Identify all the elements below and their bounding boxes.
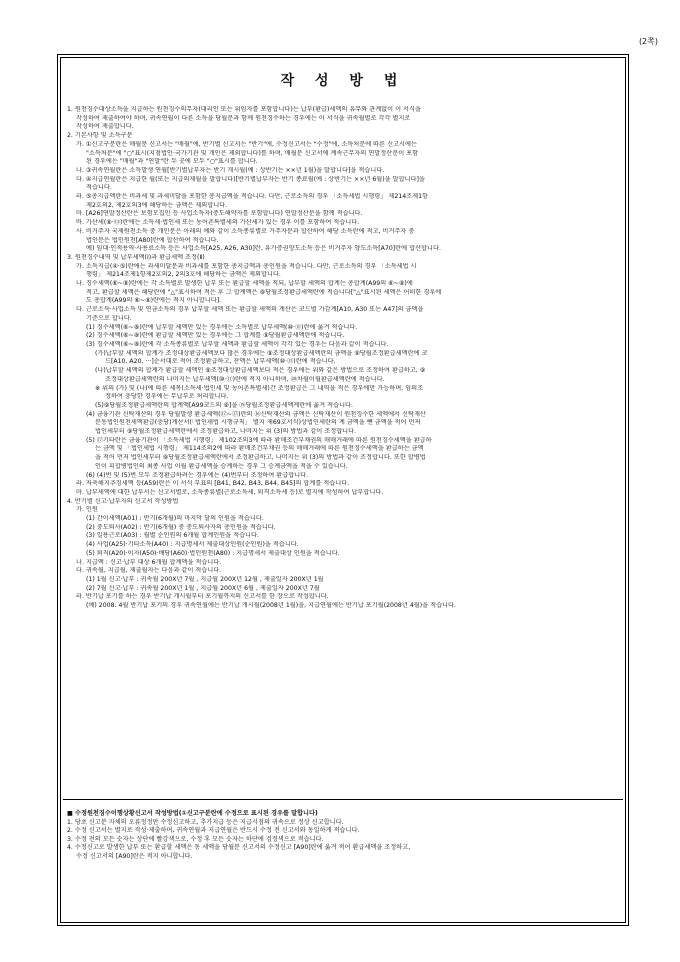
instruction-line: 다. 귀속월, 지급월, 제출월자는 다음과 같이 적습니다. [76, 567, 222, 575]
amendment-item: 4. 수정신고로 발생한 납부 또는 환급할 세액은 동 세액을 당월분 신고서의 수정신고 [A90]란에 옮겨 적어 환급세액을 조정하고, [67, 844, 411, 852]
amendment-item: 수정 신고서의 [A90]란은 적지 아니합니다. [76, 852, 193, 860]
instruction-line: 법인세부터 ⑨당월조정환급세액란에서 조정환급하고, 나머지는 위 (3)의 방법과 같이 조정합니다. [95, 428, 357, 436]
amendment-section [67, 810, 619, 862]
instruction-line: 작성하여 제출합니다. [76, 123, 134, 131]
instruction-line: (나)납부할 세액의 합계가 환급할 세액인 ⑨조정대상환급세액보다 적은 경우에는 위와 같은 방법으로 조정하여 환급하고, ⑨ [95, 367, 426, 375]
instruction-line: 나. 지급액 : 신고·납부 대상 6개월 합계액을 적습니다. [76, 558, 222, 566]
page-title: 작 성 방 법 [280, 73, 406, 89]
form-inner-border [60, 57, 626, 923]
instruction-line: 사. 비거주자 국제원천소득 중 개인분은 아래의 예와 같이 소득종류별로 거주자분과 합산하여 해당 소득란에 적고, 비거주자 중 [76, 227, 415, 235]
instruction-line: (2) 중도퇴사(A02) : 반기(6개월) 중 중도퇴사자의 총인원을 적습니다. [86, 523, 276, 531]
instruction-line: 가. ①신고구분란은 매월분 신고서는 "매월"에, 반기별 신고서는 "반기"에, 수정신고서는 "수정"에, 소득처분에 따른 신고시에는 [76, 140, 417, 148]
instruction-line: 조정대상환급세액란의 나머지는 납부세액(⑩·⑪)란에 적지 아니하며, ⑳차월이월환급세액란에 적습니다. [105, 375, 385, 383]
instruction-line: ※ 위의 (가) 및 (나)에 따른 세목(소득세·법인세 및 농어촌특별세)간 조정환급은 그 내역을 적은 경우에만 가능하며, 임의조 [95, 384, 424, 392]
instruction-line: 작성하여 제출하여야 하며, 귀속연월이 다른 소득을 당월분과 함께 원천징수하는 경우에는 이 서식을 귀속월별로 각각 별지로 [76, 114, 411, 122]
instruction-line: 적습니다. [86, 184, 112, 192]
instruction-line: 예) 임대·인적용역·사용료소득 등은 사업소득[A25, A26, A30]란, 유가증권양도소득 등은 비거주자 양도소득[A70]란에 합산합니다. [86, 245, 441, 253]
instruction-line: 제2호의2, 제2호의3에 해당하는 금액은 제외합니다. [86, 201, 228, 209]
instruction-line: 정하여 충당한 경우에는 무납부로 처리합니다. [105, 393, 229, 401]
instruction-line: 도 총합계(A99의 ⑥~⑧)란에는 적지 아니합니다]. [86, 297, 222, 305]
instruction-line: 라. ⑤총지급액란은 비과세 및 과세미달을 포함한 총지급액을 적습니다. 다만, 근로소득의 경우 「소득세법 시행령」 제214조제1항 [76, 193, 429, 201]
instruction-line: 법인분은 법인원천[A80]란에 합산하여 적습니다. [86, 236, 219, 244]
instructions-body [67, 106, 619, 611]
instruction-line: 라. 저축해지추징세액 등(A59)란은 이 서식 부표의 [B41, B42, B43, B44, B45]의 합계를 적습니다. [76, 480, 350, 488]
instruction-line: (1) 간이세액(A01) : 반기(6개월)의 마지막 달의 인원을 적습니다. [86, 515, 264, 523]
page-number: (2쪽) [638, 37, 658, 46]
instruction-line: 행령」 제214조제1항제2호의2, 2의3호에 해당하는 금액은 제외합니다. [86, 271, 281, 279]
instruction-line: (2) 징수세액(⑥~⑧)란에 환급할 세액만 있는 경우에는 그 합계를 ⑨당월환급세액란에 적습니다. [86, 332, 345, 340]
amendment-heading: ■ 수정원천징수이행상황신고서 작성방법(①신고구분란에 수정으로 표시된 경우를 말합니다) [67, 810, 318, 817]
instruction-line: 나. 징수세액(⑥~⑧)란에는 각 소득별로 발생한 납부 또는 환급할 세액을 적되, 납부할 세액의 합계는 총합계(A99의 ⑥~⑧)에 [76, 280, 413, 288]
amendment-item: 1. 당초 신고분 자체의 오류정정만 수정신고하고, 추가지급 등은 지급시점의 귀속으로 정상 신고합니다. [67, 818, 344, 826]
instruction-line: 2. 기본사항 및 소득구분 [67, 132, 133, 140]
instruction-line: (5)⑨당월조정환급세액란의 합계액[A99코드의 ⑨]을 ⑲당월조정환급세액계란에 옮겨 적습니다. [95, 401, 354, 409]
instruction-line: (2) 7월 신고·납부 : 귀속월 200X년 1월 , 지급월 200X년 6월 , 제출일자 200X년 7월 [86, 584, 320, 592]
instruction-line: 분동법인원천세액환급(충당)계산서(「법인세법 시행규칙」 별지 제69호서식)상법인세란의 계 금액을 뺀 금액을 적어 먼저 [95, 419, 421, 427]
section-divider [63, 799, 623, 800]
instruction-line: (5) 퇴직(A20)·이자(A50)·배당(A60)·법인원천(A80) : 지급명세서 제출대상 인원을 적습니다. [86, 549, 340, 557]
instruction-line: (1) 1월 신고·납부 : 귀속월 200X년 7월 , 지급월 200X년 12월 , 제출일자 200X년 1월 [86, 575, 324, 583]
amendment-item: 3. 수정 전의 모든 숫자는 상단에 빨강색으로, 수정 후 모든 숫자는 하단에 검정색으로 적습니다. [67, 835, 324, 843]
instruction-line: 기준으로 합니다. [86, 314, 132, 322]
instruction-line: 다. 근로소득·사업소득 및 연금소득의 경우 납부할 세액 또는 환급할 세액의 계산은 코드별 가감계[A10, A30 또는 A47]의 금액을 [76, 306, 424, 314]
instruction-line: 1. 원천징수대상소득을 지급하는 원천징수의무자(대리인 또는 위임자를 포함합니다)는 납부(환급)세액의 유무와 관계없이 이 서식을 [67, 106, 421, 113]
instruction-line: 인이 피합병법인의 최종 사업 이월 환급세액을 승계하는 경우 그 승계금액을 적을 수 있습니다. [95, 462, 348, 470]
instruction-line: (예) 2008. 4월 반기납 포기의 경우 귀속연월에는 반기납 개시월(2008년 1월)을, 지급연월에는 반기납 포기월(2008년 4월)을 적습니다. [86, 602, 456, 610]
instruction-line: 는 금액 및 「법인세법 시행령」 제114조의2에 따라 환매조건부채권 등의 매매거래에 따른 원천징수세액을 환급하는 금액 [95, 445, 424, 453]
amendment-item: 2. 수정 신고서는 별지로 작성·제출하며, 귀속연월과 지급연월은 반드시 수정 전 신고서와 동일하게 적습니다. [67, 827, 360, 835]
instruction-line: 라. 반기납 포기를 하는 경우 반기납 개시월부터 포기월까지의 신고서를 한 장으로 작성합니다. [76, 593, 329, 601]
instruction-line: 3. 원천징수내역 및 납부세액(Ⅰ)과 환급세액 조정(Ⅱ) [67, 253, 205, 261]
instruction-line: 다. ④지급연월란은 지급한 월(또는 지급의제월을 말합니다)[반기별납부자는 반기 종료월(예 : 상반기는 ××년 6월)을 말합니다]을 [76, 175, 425, 183]
instruction-line: 가. 인원 [76, 506, 98, 514]
instruction-line: (3) 일용근로(A03) : 월별 순인원의 6개월 합계인원을 적습니다. [86, 532, 259, 540]
instruction-line: (3) 징수세액(⑥~⑧)란에 각 소득종류별로 납부할 세액과 환급할 세액이 각각 있는 경우는 다음과 같이 적습니다. [86, 340, 389, 348]
instruction-line: 마. [A26]연말정산란은 보험모집인 등 사업소득자(중도해약자를 포함합니다) 연말정산분을 함께 적습니다. [76, 210, 363, 218]
instruction-line: (가)납부할 세액의 합계가 조정대상환급세액보다 많은 경우에는 ⑨조정대상환급세액란의 금액을 ⑨당월조정환급세액란에 코 [95, 349, 428, 357]
instruction-line: 을 적어 먼저 법인세부터 ⑨당월조정환급세액란에서 조정환급하고, 나머지는 위 (3)의 방법과 같이 조정합니다. 또한 합병법 [95, 454, 426, 462]
instruction-line: 드[A10, A20, ···]순서대로 적어 조정환급하고, 잔액은 납부세액(⑩·⑪)란에 적습니다. [105, 358, 336, 366]
instruction-line: (5) ⑰기타란은 금융기관이 「소득세법 시행령」 제102조의3에 따라 환매조건부채권의 매매거래에 따른 원천징수세액을 환급하 [86, 436, 432, 444]
instruction-line: 바. 가산세(⑧·⑬)란에는 소득세·법인세 또는 농어촌특별세의 가산세가 있는 경우 이를 포함하여 적습니다. [76, 219, 360, 227]
instruction-line: (1) 징수세액(⑥~⑧)란에 납부할 세액만 있는 경우에는 소득별로 납부세액(⑩·⑪)란에 옮겨 적습니다. [86, 323, 358, 331]
instruction-line: 나. ③귀속연월란은 소득발생 연월[반기별납부자는 반기 개시월(예 : 상반기는 ××년 1월)을 말합니다]을 적습니다. [76, 166, 385, 174]
instruction-line: (4) 사업(A25)·기타소득(A40) : 지급명세서 제출대상인원(순인원)을 적습니다. [86, 541, 299, 549]
instruction-line: "소득처분"에 "○"표시(지점법인·국가기관 및 개인은 제외합니다)를 하며, 매월분 신고서에 계속근무자의 연말정산분이 포함 [86, 149, 419, 157]
form-frame [57, 54, 629, 926]
instruction-line: (6) (4)번 및 (5)번 모두 조정환급하려는 경우에는 (4)번부터 조정하여 환급합니다. [86, 471, 309, 479]
instruction-line: 4. 반기별 신고·납부자의 신고서 작성방법 [67, 497, 179, 505]
instruction-line: 적고, 환급할 세액은 해당란에 "△"표시하여 적은 후 그 합계액은 ⑨당월조정환급세액란에 적습니다["△"표시된 세액은 어떠한 경우에 [86, 288, 442, 296]
instruction-line: (4) 금융기관 신탁재산의 경우 당월발생 환급세액(⑰~⑰)란의 ⑯신탁재산의 금액은 신탁재산이 원천징수한 세액에서 신탁재산 [86, 410, 426, 418]
instruction-line: 가. 소득지급(④·⑤)란에는 과세미달분과 비과세를 포함한 총지급액과 총인원을 적습니다. 다만, 근로소득의 경우 「소득세법 시 [76, 262, 417, 270]
instruction-line: 된 경우에는 "매월"과 "연말"란 두 곳에 모두 "○"표시를 합니다. [86, 158, 258, 166]
instruction-line: 마. 납부세액에 대한 납부서는 신고서별로, 소득종류별(근로소득세, 퇴직소득세 등)로 별지에 작성하여 납부합니다. [76, 488, 384, 496]
